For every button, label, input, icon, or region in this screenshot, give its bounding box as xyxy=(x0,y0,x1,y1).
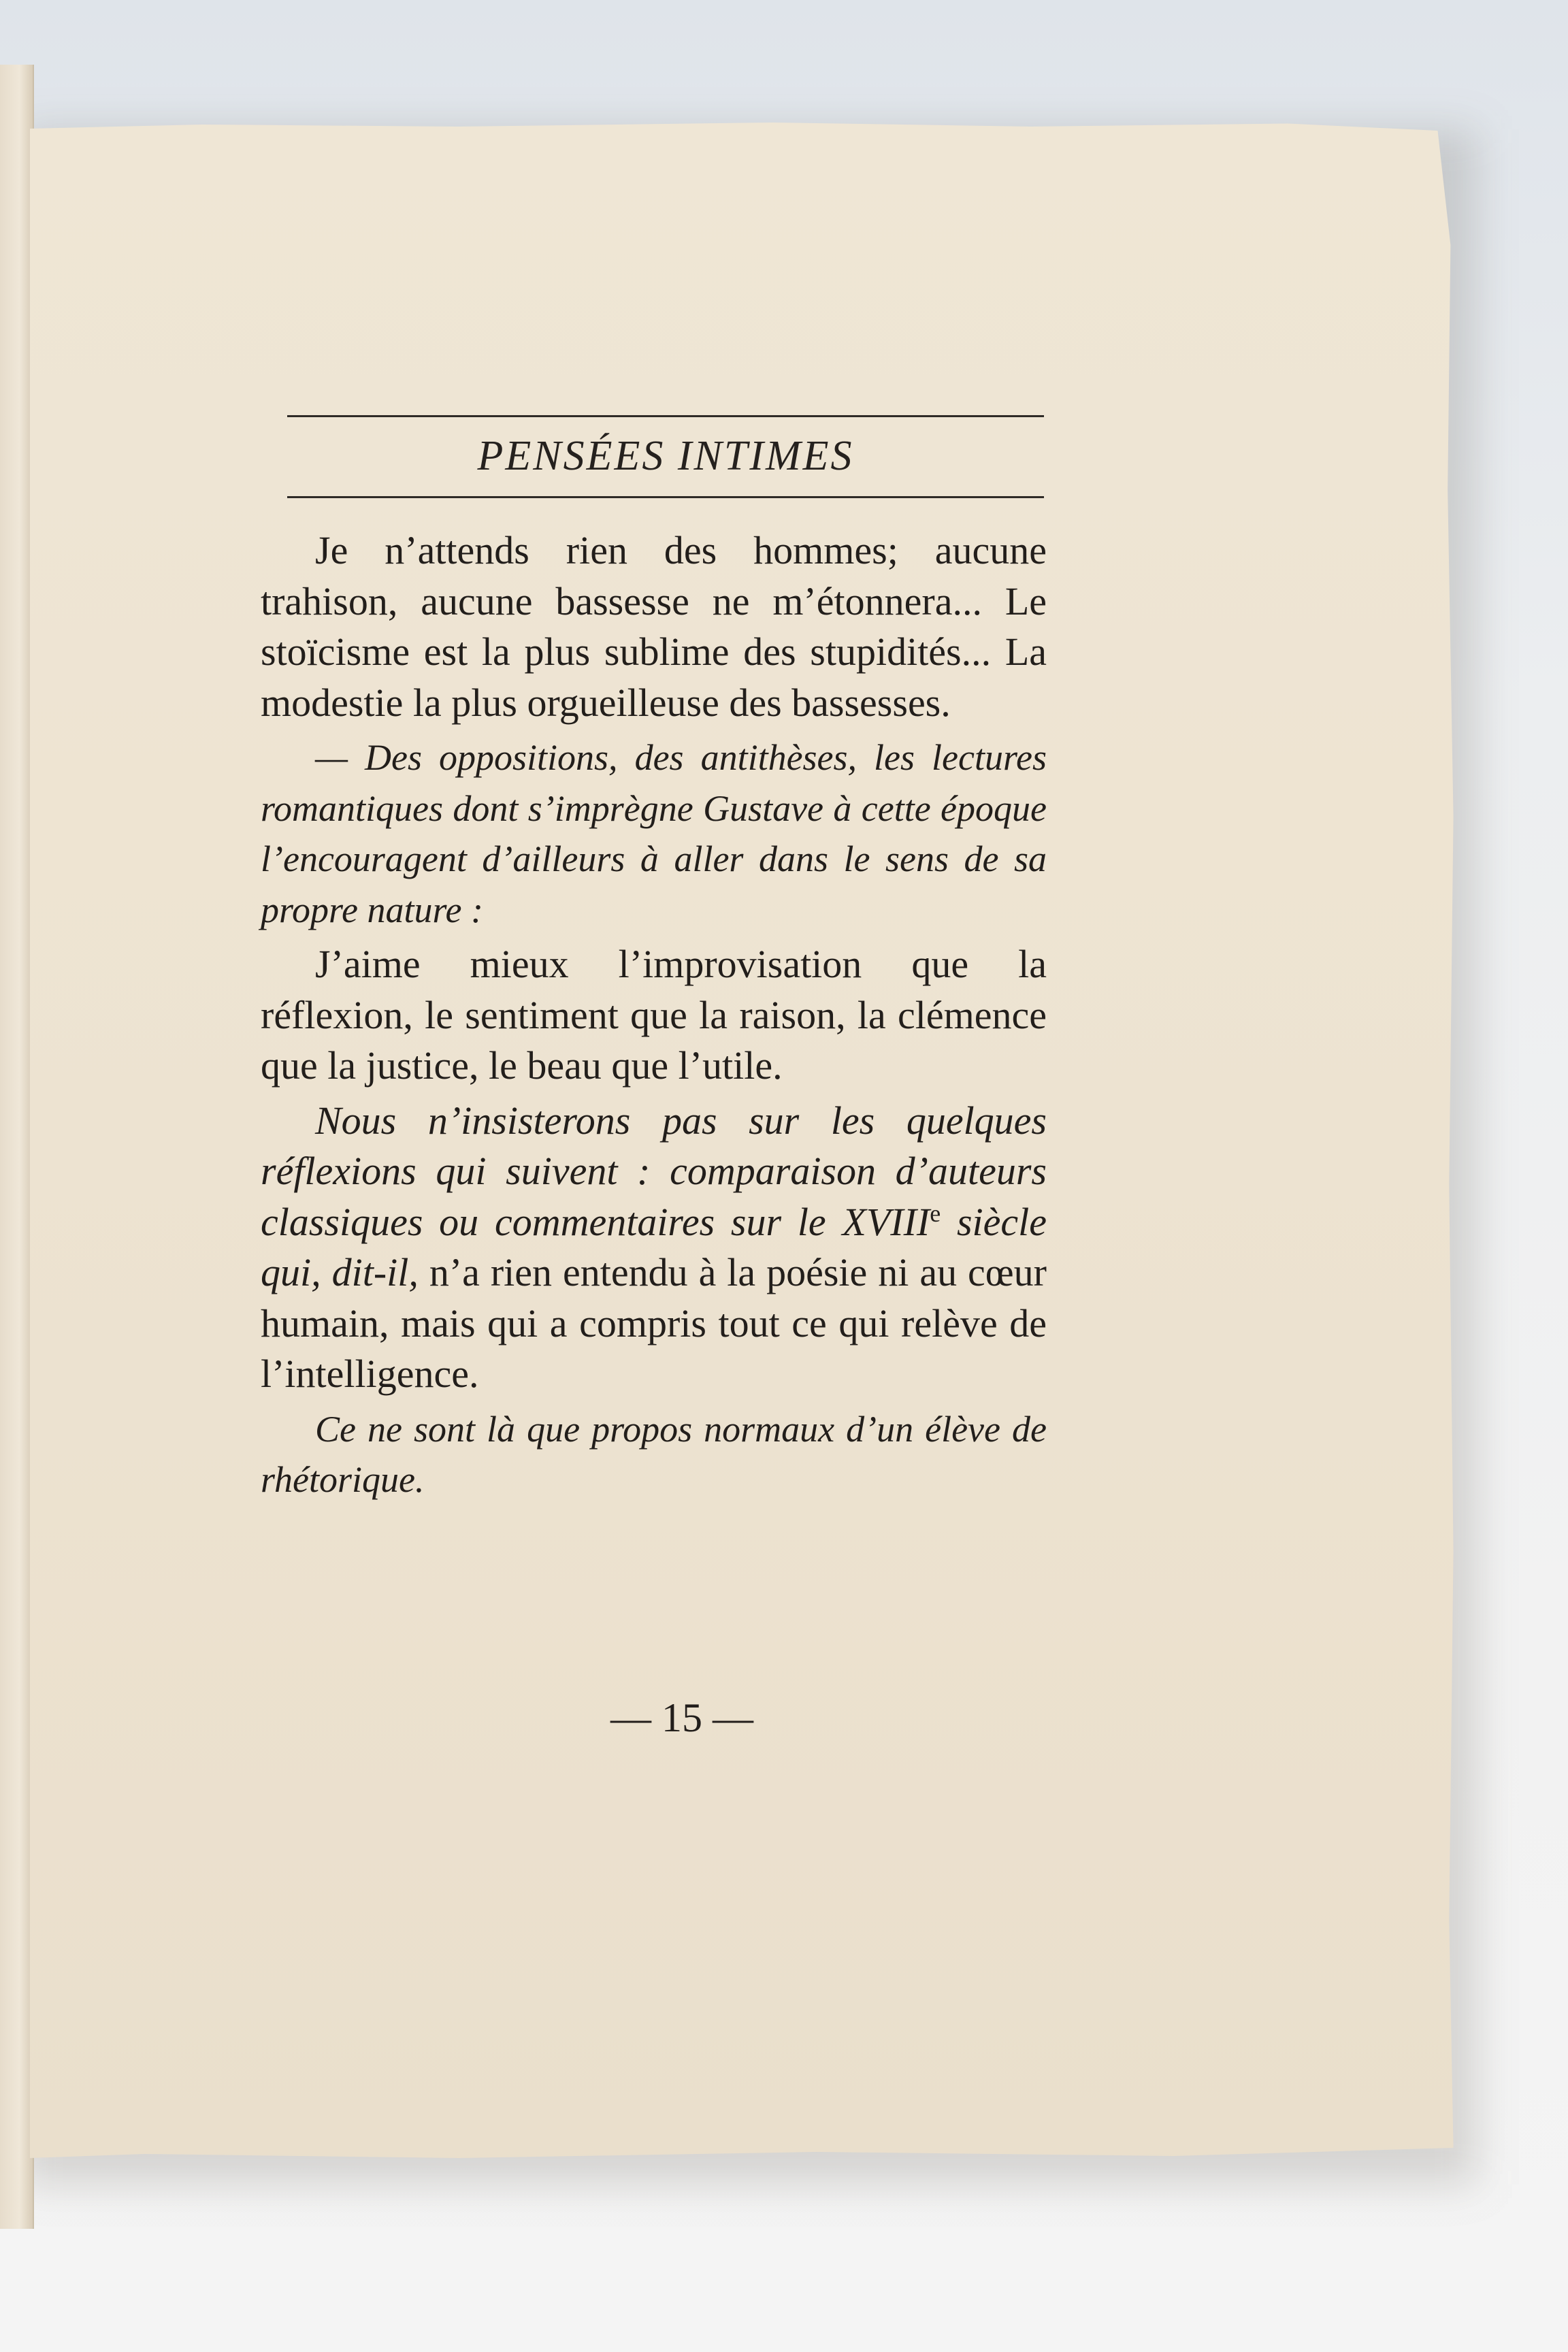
paragraph-quote-2: J’aime mieux l’improvisation que la réflexion, le sentiment que la raison, la clémence que la justice, le beau que l’utile. xyxy=(261,942,1047,1088)
running-head-top-rule xyxy=(287,415,1044,417)
page-body xyxy=(261,525,1047,1509)
paragraph-commentary-1: — Des oppositions, des antithèses, les lectures romantiques dont s’imprègne Gustave à cette époque l’encouragent d’ailleurs à aller dans le sens de sa propre nature : xyxy=(261,737,1047,930)
paragraph-quote-1: Je n’attends rien des hommes; aucune trahison, aucune bassesse ne m’étonnera... Le stoïcisme est la plus sublime des stupidités... La modestie la plus orgueilleuse des bassesses. xyxy=(261,528,1047,725)
page-number xyxy=(0,1695,1568,1742)
underlying-page-edge xyxy=(0,65,34,2229)
commentary-2-italic-part-a: Nous n’insisterons pas sur les quelques réflexions qui suivent : comparaison d’auteurs classiques ou commentaires sur le XVIII xyxy=(261,1098,1047,1244)
commentary-2-italic-part-b: siècle qui, dit-il, xyxy=(261,1199,1047,1294)
paragraph-commentary-2 xyxy=(261,1096,1047,1400)
running-head-title: PENSÉES INTIMES xyxy=(477,433,854,479)
running-head xyxy=(287,415,1044,498)
commentary-2-roman-part: n’a rien entendu à la poésie ni au cœur humain, mais qui a compris tout ce qui relève de l’intelligence. xyxy=(261,1250,1047,1396)
page-number-label: — 15 — xyxy=(610,1695,753,1740)
paragraph-commentary-3: Ce ne sont là que propos normaux d’un élève de rhétorique. xyxy=(261,1408,1047,1500)
superscript-e: e xyxy=(930,1199,941,1227)
running-head-bottom-rule xyxy=(287,496,1044,498)
